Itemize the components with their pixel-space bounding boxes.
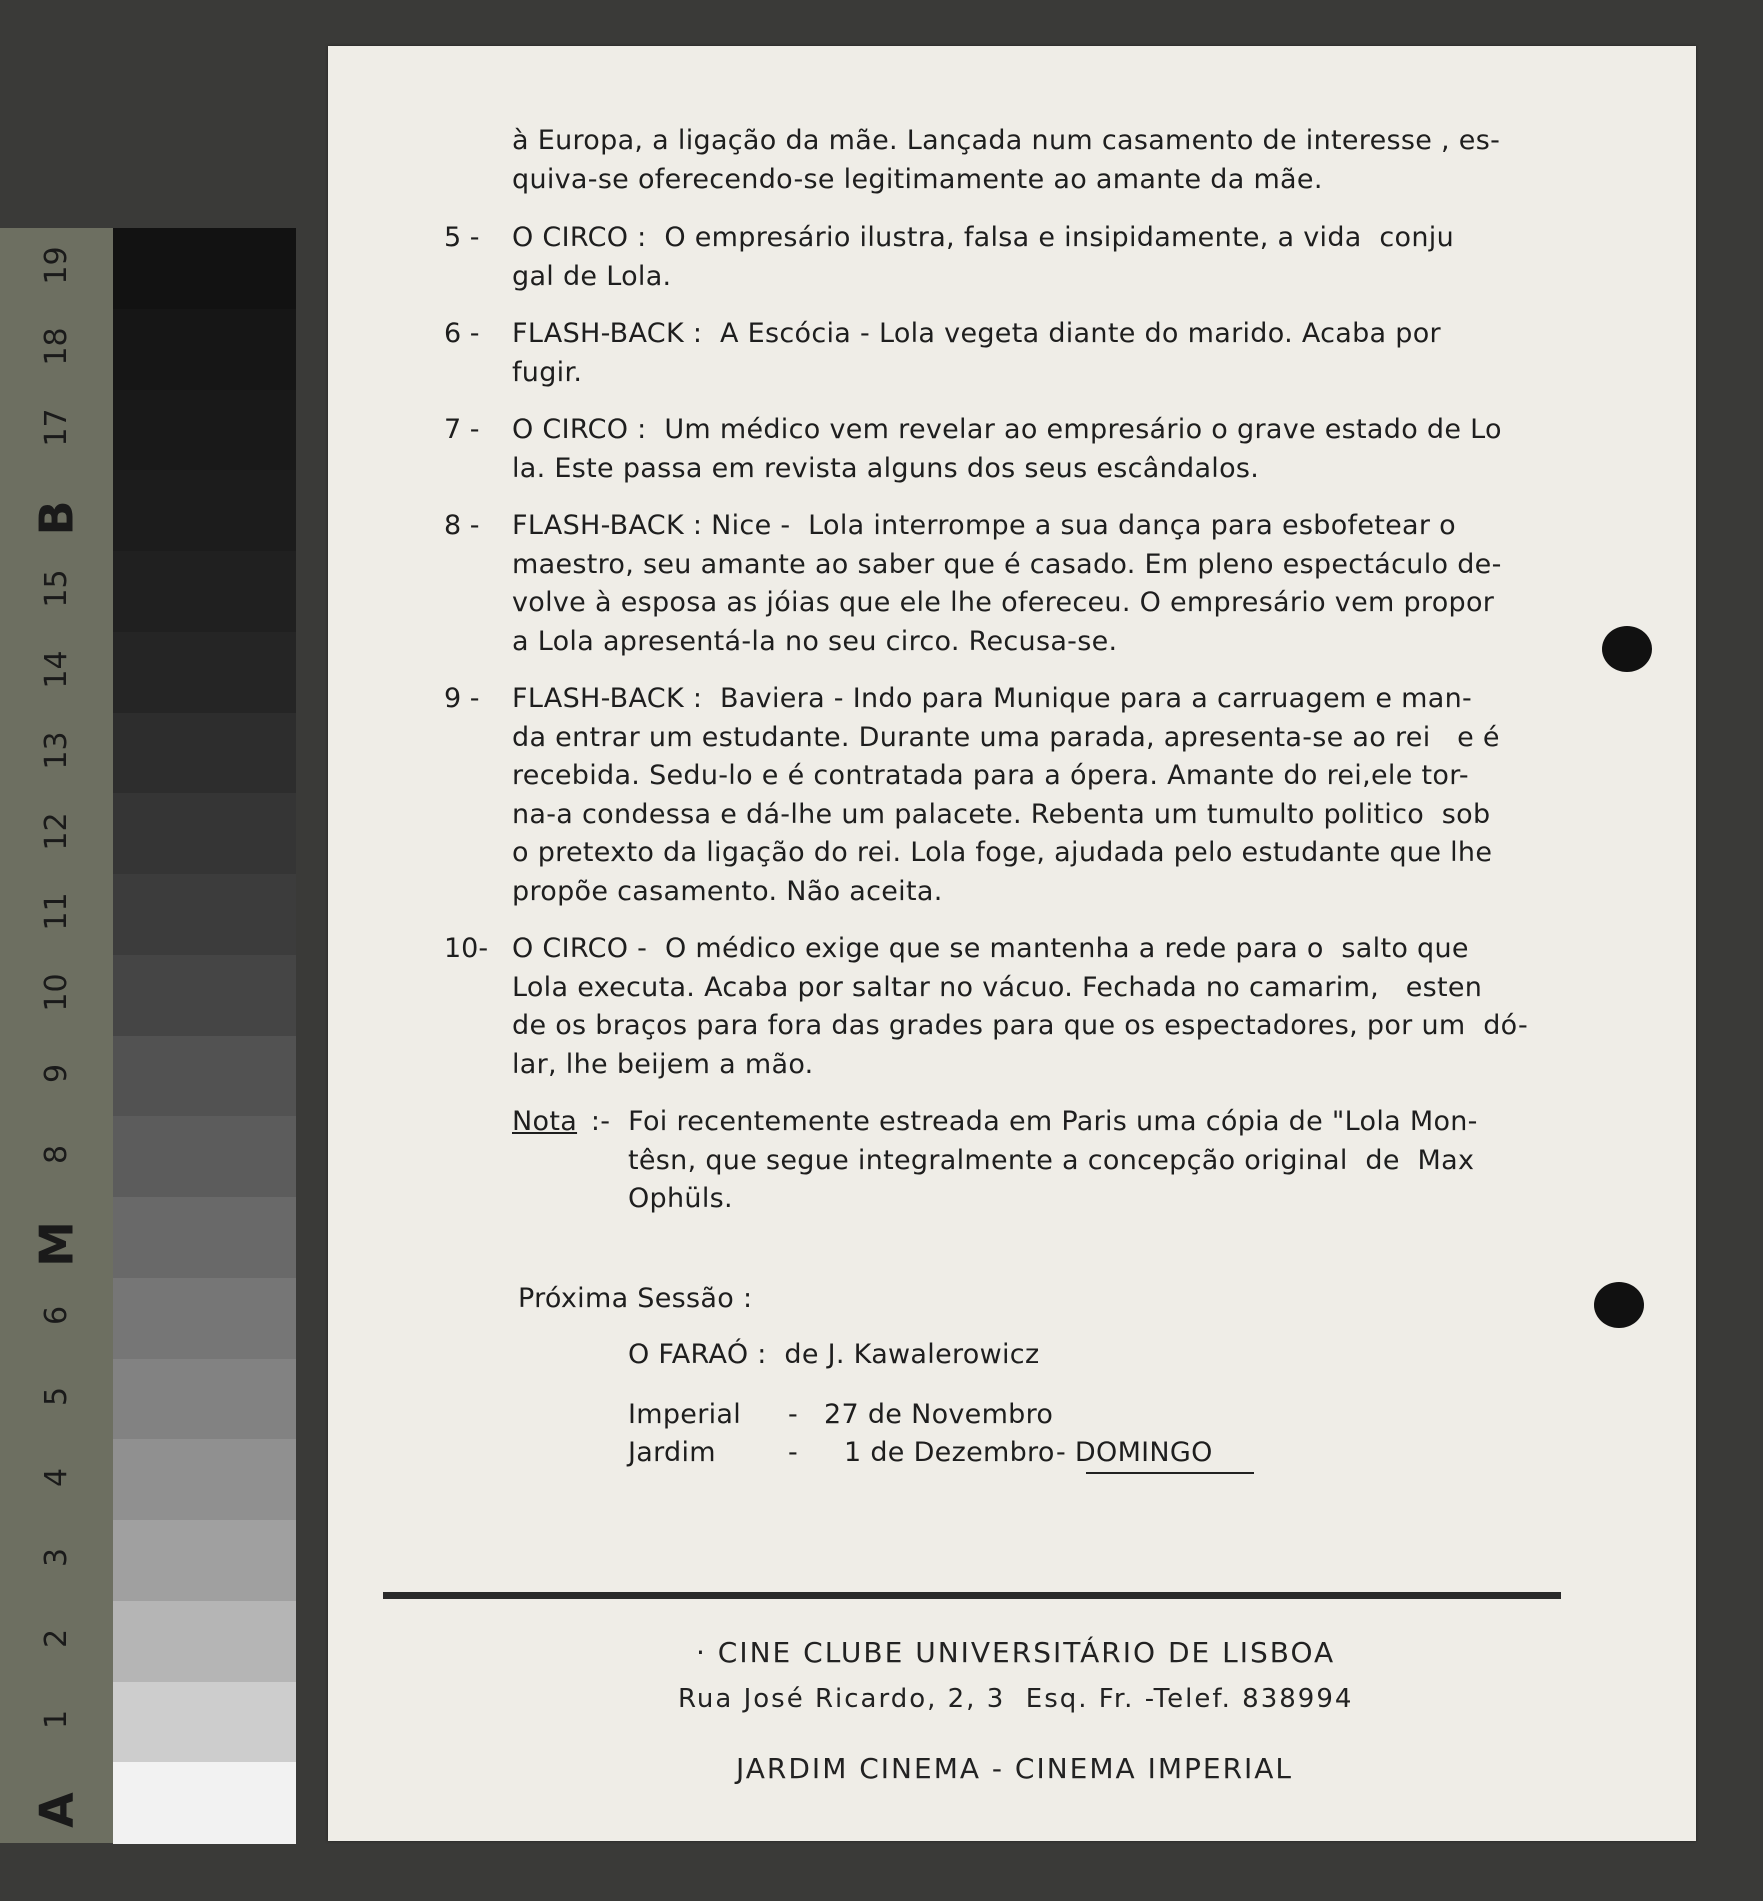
strip-label: 3 (39, 1548, 74, 1568)
footer-cinemas: JARDIM CINEMA - CINEMA IMPERIAL (736, 1752, 1294, 1785)
text-line: FLASH-BACK : Nice - Lola interrompe a sua dança para esbofetear o (512, 510, 1456, 541)
item-number: 10- (444, 933, 489, 964)
strip-label: 8 (39, 1144, 74, 1164)
domingo-underline (1086, 1472, 1254, 1474)
gray-patch (113, 1036, 296, 1118)
text-line: :- Foi recentemente estreada em Paris uma cópia de "Lola Mon- (582, 1106, 1478, 1137)
color-checker-strip (0, 228, 296, 1843)
strip-label: 1 (39, 1709, 74, 1729)
strip-label: 18 (39, 327, 74, 366)
text-line: Lola executa. Acaba por saltar no vácuo. Fechada no camarim, esten (512, 971, 1483, 1003)
next-film: O FARAÓ : de J. Kawalerowicz (628, 1339, 1040, 1370)
text-line: la. Este passa em revista alguns dos seus escândalos. (512, 452, 1260, 484)
gray-patch (113, 713, 296, 795)
text-line: têsn, que segue integralmente a concepção original de Max (628, 1144, 1475, 1176)
gray-patch (113, 1359, 296, 1441)
text-line: quiva-se oferecendo-se legitimamente ao amante da mãe. (512, 163, 1323, 195)
strip-label: 6 (39, 1306, 74, 1326)
gray-patch (113, 1278, 296, 1360)
text-line: o pretexto da ligação do rei. Lola foge, ajudada pelo estudante que lhe (512, 837, 1493, 868)
punch-hole (1602, 626, 1652, 672)
gray-patch (113, 309, 296, 391)
strip-label: A (29, 1791, 84, 1828)
strip-label: 9 (39, 1063, 74, 1083)
note-label: Nota (512, 1106, 578, 1137)
schedule-extra-2: - DOMINGO (1056, 1437, 1213, 1468)
text-line: O CIRCO : O empresário ilustra, falsa e insipidamente, a vida conju (512, 222, 1454, 253)
strip-label: 13 (39, 731, 74, 770)
text-line: maestro, seu amante ao saber que é casado. Em pleno espectáculo de- (512, 548, 1502, 580)
strip-label: 15 (39, 569, 74, 608)
item-number: 9 - (444, 683, 480, 714)
gray-patch (113, 1762, 296, 1844)
text-line: da entrar um estudante. Durante uma parada, apresenta-se ao rei e é (512, 721, 1500, 753)
text-line: recebida. Sedu-lo e é contratada para a ópera. Amante do rei,ele tor- (512, 760, 1469, 791)
gray-patch (113, 1520, 296, 1602)
horizontal-rule (383, 1592, 1561, 1599)
gray-patch (113, 874, 296, 956)
gray-patch (113, 228, 296, 310)
text-line: fugir. (512, 356, 583, 388)
strip-label: 19 (39, 246, 74, 285)
text-line: gal de Lola. (512, 260, 672, 292)
text-line: FLASH-BACK : Baviera - Indo para Munique para a carruagem e man- (512, 683, 1473, 714)
item-number: 5 - (444, 222, 480, 253)
item-number: 7 - (444, 414, 480, 445)
schedule-dash-1: - (788, 1399, 799, 1430)
gray-patch (113, 793, 296, 875)
strip-label: 12 (39, 812, 74, 851)
strip-label: 10 (39, 973, 74, 1012)
gray-patch (113, 390, 296, 472)
text-line: a Lola apresentá-la no seu circo. Recusa-se. (512, 625, 1118, 657)
text-line: FLASH-BACK : A Escócia - Lola vegeta diante do marido. Acaba por (512, 318, 1441, 349)
gray-patch (113, 955, 296, 1037)
text-line: Ophüls. (628, 1183, 733, 1214)
punch-hole (1594, 1282, 1644, 1328)
gray-patch (113, 1116, 296, 1198)
gray-patch (113, 1682, 296, 1764)
gray-patches (113, 228, 296, 1843)
strip-label: M (29, 1221, 84, 1268)
text-line: na-a condessa e dá-lhe um palacete. Rebenta um tumulto politico sob (512, 798, 1491, 830)
strip-label: B (29, 500, 84, 536)
strip-label: 2 (39, 1629, 74, 1649)
item-number: 8 - (444, 510, 480, 541)
next-session-label: Próxima Sessão : (518, 1283, 753, 1314)
gray-patch (113, 1439, 296, 1521)
strip-label: 14 (39, 650, 74, 689)
gray-patch (113, 1197, 296, 1279)
strip-label: 4 (39, 1467, 74, 1487)
schedule-date-1: 27 de Novembro (824, 1399, 1054, 1430)
strip-labels (0, 228, 113, 1843)
gray-patch (113, 632, 296, 714)
strip-label: 11 (39, 892, 74, 931)
footer-club: · CINE CLUBE UNIVERSITÁRIO DE LISBOA (696, 1636, 1336, 1669)
footer-address: Rua José Ricardo, 2, 3 Esq. Fr. -Telef. 838994 (678, 1684, 1354, 1714)
gray-patch (113, 1601, 296, 1683)
text-line: O CIRCO : Um médico vem revelar ao empresário o grave estado de Lo (512, 414, 1502, 445)
schedule-dash-2: - (788, 1437, 799, 1468)
schedule-venue-1: Imperial (628, 1399, 742, 1430)
gray-patch (113, 470, 296, 552)
text-line: lar, lhe beijem a mão. (512, 1048, 814, 1080)
document-page (328, 46, 1696, 1841)
schedule-date-2: 1 de Dezembro (844, 1437, 1055, 1468)
gray-patch (113, 551, 296, 633)
text-line: propõe casamento. Não aceita. (512, 875, 943, 907)
text-line: O CIRCO - O médico exige que se mantenha a rede para o salto que (512, 933, 1469, 964)
text-line: de os braços para fora das grades para que os espectadores, por um dó- (512, 1010, 1529, 1041)
item-number: 6 - (444, 318, 480, 349)
text-line: à Europa, a ligação da mãe. Lançada num casamento de interesse , es- (512, 125, 1501, 156)
schedule-venue-2: Jardim (628, 1437, 716, 1468)
strip-label: 17 (39, 408, 74, 447)
strip-label: 5 (39, 1386, 74, 1406)
text-line: volve à esposa as jóias que ele lhe ofereceu. O empresário vem propor (512, 587, 1495, 618)
